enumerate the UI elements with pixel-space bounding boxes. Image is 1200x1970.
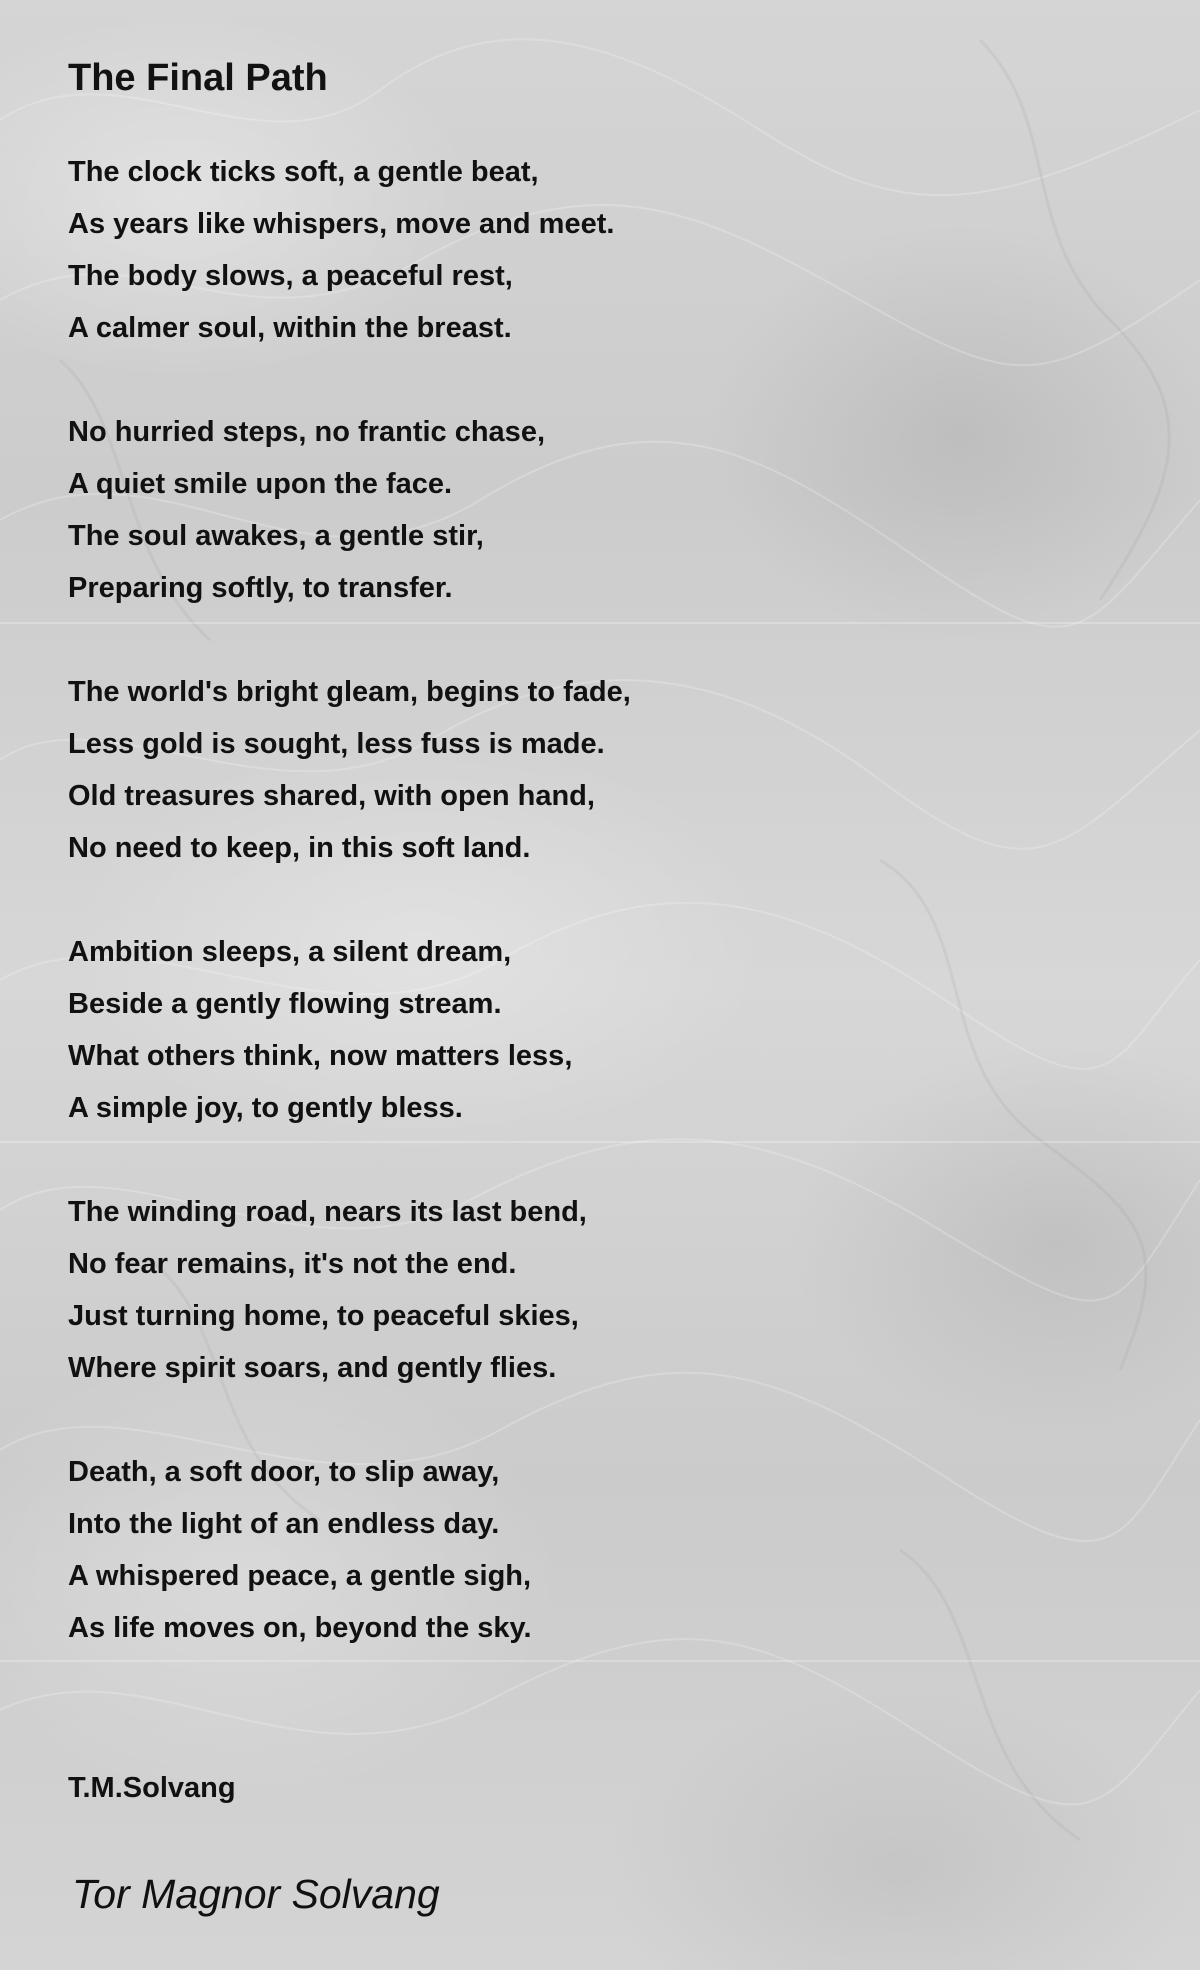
stanza-6 bbox=[68, 1446, 1128, 1654]
texture-seam bbox=[0, 1660, 1200, 1662]
stanza-4 bbox=[68, 926, 1128, 1134]
poem-line: The body slows, a peaceful rest, bbox=[68, 260, 513, 292]
poem-line: A quiet smile upon the face. bbox=[68, 468, 453, 500]
poem-line: No fear remains, it's not the end. bbox=[68, 1248, 517, 1280]
poem-line: The winding road, nears its last bend, bbox=[68, 1196, 587, 1228]
poem-line: A whispered peace, a gentle sigh, bbox=[68, 1560, 532, 1592]
poem-line: The clock ticks soft, a gentle beat, bbox=[68, 156, 539, 188]
poem-line: Less gold is sought, less fuss is made. bbox=[68, 728, 605, 760]
poem-author: T.M.Solvang bbox=[68, 1772, 236, 1804]
poem-line: A simple joy, to gently bless. bbox=[68, 1092, 463, 1124]
poem-line: Preparing softly, to transfer. bbox=[68, 572, 453, 604]
stanza-3 bbox=[68, 666, 1128, 874]
poem-line: Into the light of an endless day. bbox=[68, 1508, 500, 1540]
stanza-5 bbox=[68, 1186, 1128, 1394]
poem-line: Death, a soft door, to slip away, bbox=[68, 1456, 500, 1488]
poem-line: As life moves on, beyond the sky. bbox=[68, 1612, 532, 1644]
poem-line: As years like whispers, move and meet. bbox=[68, 208, 615, 240]
author-signature: Tor Magnor Solvang bbox=[72, 1871, 440, 1917]
poem-line: No need to keep, in this soft land. bbox=[68, 832, 531, 864]
poem-line: The soul awakes, a gentle stir, bbox=[68, 520, 484, 552]
poem-line: The world's bright gleam, begins to fade, bbox=[68, 676, 631, 708]
poem-line: Where spirit soars, and gently flies. bbox=[68, 1352, 557, 1384]
poem-title: The Final Path bbox=[68, 57, 328, 99]
poem-line: Beside a gently flowing stream. bbox=[68, 988, 502, 1020]
poem-container bbox=[68, 48, 1128, 1654]
stanza-1 bbox=[68, 146, 1128, 354]
stanza-2 bbox=[68, 406, 1128, 614]
poem-line: What others think, now matters less, bbox=[68, 1040, 573, 1072]
poem-line: No hurried steps, no frantic chase, bbox=[68, 416, 545, 448]
poem-line: Just turning home, to peaceful skies, bbox=[68, 1300, 579, 1332]
poem-line: Old treasures shared, with open hand, bbox=[68, 780, 595, 812]
poem-line: Ambition sleeps, a silent dream, bbox=[68, 936, 512, 968]
poem-body bbox=[68, 146, 1128, 1654]
poem-line: A calmer soul, within the breast. bbox=[68, 312, 512, 344]
